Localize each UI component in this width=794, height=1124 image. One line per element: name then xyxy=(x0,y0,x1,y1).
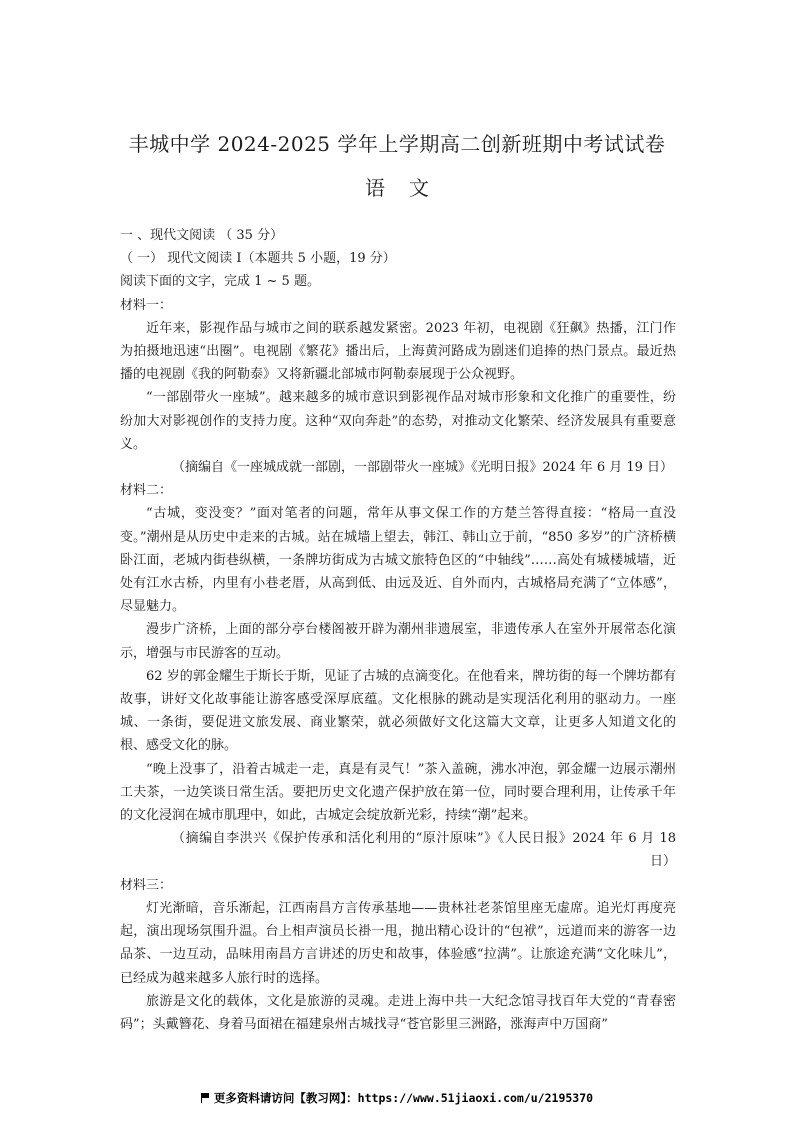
page-footer xyxy=(0,1090,794,1106)
material-2-label: 材料二： xyxy=(120,483,173,499)
section-heading: 一 、现代文阅读 （ 35 分） xyxy=(120,228,284,243)
subject-title: 语文 xyxy=(365,176,453,200)
material-2-paragraph-3: 62 岁的郭金耀生于斯长于斯，见证了古城的点滴变化。在他看来，牌坊街的每一个牌坊都有故事，讲好文化故事能让游客感受深厚底蕴。文化根脉的跳动是实现活化利用的驱动力。一座城、一条街，要促进文旅发展、商业繁荣，就必须做好文化这篇大文章，让更多人知道文化的根、感受文化的脉。 xyxy=(120,668,676,754)
subsection-heading: （ 一） 现代文阅读 Ⅰ（本题共 5 小题，19 分） xyxy=(120,251,396,267)
material-2-paragraph-1: “古城，变没变？”面对笔者的问题，常年从事文保工作的方楚兰答得直接：“格局一直没变。”潮州是从历史中走来的古城。站在城墙上望去，韩江、韩山立于前，“850 多岁”的广济桥横卧江面，老城内街巷纵横，一条牌坊街成为古城文旅特色区的“中轴线”……高处有城楼城墙，近处有江水古桥，内里有小巷老厝，从高到低、由远及近、自外而内，古城格局充满了“立体感”，尽显魅力。 xyxy=(120,506,676,615)
material-2-paragraph-2: 漫步广济桥，上面的部分亭台楼阁被开辟为潮州非遗展室，非遗传承人在室外开展常态化演示，增强与市民游客的互动。 xyxy=(120,622,676,661)
material-2-source: （摘编自李洪兴《保护传承和活化利用的“原汁原味”》《人民日报》2024 年 6 月 18 日） xyxy=(172,831,676,870)
material-1-paragraph-1: 近年来，影视作品与城市之间的联系越发紧密。2023 年初，电视剧《狂飙》热播，江门作为拍摄地迅速“出圈”。电视剧《繁花》播出后，上海黄河路成为剧迷们追捧的热门景点。最近热播的电视剧《我的阿勒泰》又将新疆北部城市阿勒泰展现于公众视野。 xyxy=(120,320,676,383)
material-3-label: 材料三： xyxy=(120,877,173,893)
material-1-paragraph-2: “一部剧带火一座城”。越来越多的城市意识到影视作品对城市形象和文化推广的重要性，纷纷加大对影视创作的支持力度。这种“双向奔赴”的态势，对推动文化繁荣、经济发展具有重要意义。 xyxy=(120,390,676,452)
footer-link[interactable]: 更多资料请访问【教习网】：https://www.51jiaoxi.com/u/2195370 xyxy=(213,1091,594,1105)
material-3-paragraph-2: 旅游是文化的载体，文化是旅游的灵魂。走进上海中共一大纪念馆寻找百年大党的“青春密码”；头戴簪花、身着马面裙在福建泉州古城找寻“苍官影里三洲路，涨海声中万国商” xyxy=(120,993,676,1032)
flag-icon xyxy=(201,1093,210,1103)
reading-section xyxy=(120,224,676,1036)
material-3-paragraph-1: 灯光渐暗，音乐渐起，江西南昌方言传承基地——贵林社老茶馆里座无虚席。追光灯再度亮起，演出现场氛围升温。台上相声演员长褂一甩，抛出精心设计的“包袱”，远道而来的游客一边品茶、一边互动，品味用南昌方言讲述的历史和故事，体验感“拉满”。让旅途充满“文化味儿”，已经成为越来越多人旅行时的选择。 xyxy=(120,900,676,986)
material-1-source: （摘编自《一座城成就一部剧，一部剧带火一座城》《光明日报》2024 年 6 月 19 日） xyxy=(172,460,674,476)
material-1-label: 材料一： xyxy=(120,297,173,313)
exam-title: 丰城中学 2024-2025 学年上学期高二创新班期中考试试卷 xyxy=(128,132,666,156)
instruction-text: 阅读下面的文字，完成 1 ~ 5 题。 xyxy=(120,274,320,290)
material-2-paragraph-4: “晚上没事了，沿着古城走一走，真是有灵气！”茶入盖碗，沸水冲泡，郭金耀一边展示潮州工夫茶，一边笑谈日常生活。要把历史文化遗产保护放在第一位，同时要合理利用，让传承千年的文化浸润在城市肌理中，如此，古城定会绽放新光彩，持续“潮”起来。 xyxy=(120,761,676,824)
